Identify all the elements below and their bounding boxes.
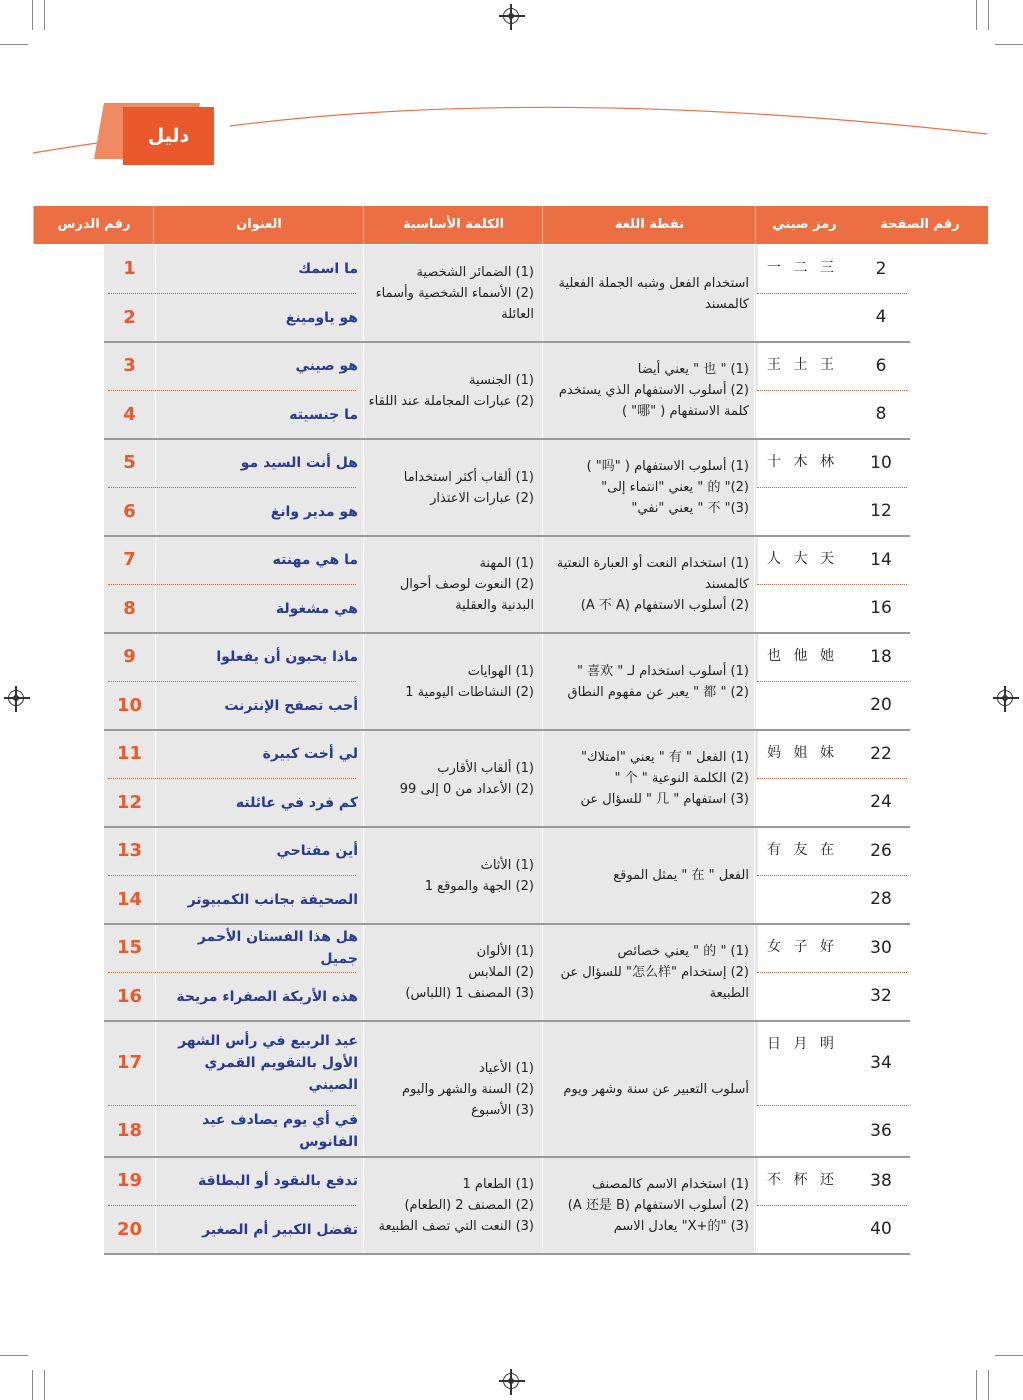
chars-empty-cell (756, 294, 852, 341)
chinese-chars: 也 他 她 (767, 648, 838, 664)
lesson-title (158, 342, 358, 390)
lesson-title-text: عيد الربيع في رأس الشهر الأول بالتقويم القمري الصيني (178, 1033, 358, 1093)
chars-empty-cell (756, 585, 852, 632)
header-keywords: الكلمة الأساسية (363, 206, 543, 244)
keywords-line: (2) الأسماء الشخصية وأسماء العائلة (375, 286, 534, 322)
chinese-chars: 王 土 王 (767, 357, 838, 373)
keywords-line: (2) السنة والشهر واليوم (401, 1081, 534, 1097)
lesson-title-text: ما هي مهنته (272, 552, 358, 568)
lesson-title (158, 390, 358, 439)
lesson-title-text: لي أخت كبيرة (262, 746, 358, 762)
registration-mark-icon (997, 690, 1013, 706)
keywords-line: (1) الطعام 1 (462, 1177, 534, 1192)
page-number: 12 (870, 501, 892, 521)
crop-mark (976, 0, 977, 30)
grammar-cell (546, 245, 749, 342)
lesson-title (158, 487, 358, 536)
grammar-cell (546, 1157, 749, 1254)
lesson-number: 17 (116, 1052, 143, 1073)
grammar-cell (546, 1021, 749, 1157)
lesson-title-text: ما اسمك (298, 261, 358, 277)
grammar-cell (546, 730, 749, 827)
keywords-cell (366, 342, 534, 439)
lesson-number: 3 (123, 355, 136, 376)
keywords-cell (366, 245, 534, 342)
grammar-cell (546, 924, 749, 1021)
keywords-line: (1) الجنسية (469, 372, 534, 388)
page-number: 10 (870, 453, 892, 473)
crop-mark (0, 1355, 28, 1356)
lesson-title (158, 293, 358, 342)
page-number: 18 (870, 647, 892, 667)
lesson-title (158, 827, 358, 875)
lesson-title (158, 536, 358, 584)
keywords-line: (1) الهوايات (467, 663, 534, 679)
keywords-line: (2) النشاطات اليومية 1 (405, 684, 534, 700)
chinese-chars: 人 大 天 (767, 551, 838, 567)
lesson-number: 8 (123, 598, 136, 619)
column-divider (363, 245, 364, 1255)
chars-empty-cell (756, 973, 852, 1020)
grammar-line: (3) استفهام " 几 " للسؤال عن (580, 792, 749, 807)
page-number: 4 (875, 307, 887, 327)
keywords-line: (2) عبارات الاعتذار (430, 490, 534, 506)
chars-empty-cell (756, 1106, 852, 1156)
page-number: 34 (870, 1053, 892, 1073)
grammar-line: (1) " 的 " يعني خصائص (617, 944, 749, 959)
chars-empty-cell (756, 488, 852, 535)
crop-mark (995, 1355, 1023, 1356)
keywords-cell (366, 1021, 534, 1157)
registration-mark-icon (503, 8, 519, 24)
chinese-chars: 有 友 在 (767, 842, 838, 858)
lesson-number: 5 (123, 452, 136, 473)
chars-empty-cell (756, 391, 852, 438)
grammar-cell (546, 439, 749, 536)
crop-mark (988, 1370, 989, 1400)
lesson-title (158, 730, 358, 778)
registration-mark-icon (8, 690, 24, 706)
chars-empty-cell (756, 1206, 852, 1253)
grammar-line: (2)" 的 " يعني "انتماء إلى" (601, 480, 749, 495)
header-page: رقم الصفحة (880, 217, 960, 232)
lesson-title-text: هل هذا الفستان الأحمر جميل (197, 929, 358, 967)
grammar-line: استخدام الفعل وشبه الجملة الفعلية كالمسند (558, 275, 749, 312)
lesson-title-text: هل أنت السيد مو (240, 455, 358, 471)
chinese-chars: 妈 姐 妹 (767, 745, 838, 761)
keywords-cell (366, 439, 534, 536)
lesson-title (158, 633, 358, 681)
lesson-title (158, 1205, 358, 1254)
page-number: 20 (870, 695, 892, 715)
lesson-title (158, 1021, 358, 1105)
grammar-line: (2) أسلوب الاستفهام (A 不 A) (580, 598, 749, 613)
header-lesson-no: رقم الدرس (33, 206, 154, 244)
keywords-line: (2) الأعداد من 0 إلى 99 (399, 781, 534, 797)
lesson-number: 18 (116, 1120, 143, 1141)
grammar-line: (1) أسلوب الاستفهام ( "吗" ) (586, 459, 749, 474)
crop-mark (995, 44, 1023, 45)
lesson-number: 12 (116, 792, 143, 813)
registration-mark-icon (503, 1373, 519, 1389)
keywords-cell (366, 633, 534, 730)
grammar-line: (1) استخدام الاسم كالمصنف (592, 1177, 749, 1192)
column-divider (754, 245, 755, 1255)
header-chars: رمز صيني (755, 206, 853, 244)
chinese-chars: 女 子 好 (767, 939, 838, 955)
lesson-title-text: هو صيني (295, 358, 358, 374)
keywords-line: (2) النعوت لوصف أحوال البدنية والعقلية (399, 577, 534, 613)
lesson-number: 1 (123, 258, 136, 279)
lesson-title (158, 245, 358, 293)
lesson-number: 4 (123, 404, 136, 425)
keywords-cell (366, 924, 534, 1021)
lesson-title (158, 1157, 358, 1205)
page-number: 14 (870, 550, 892, 570)
page-number: 28 (870, 889, 892, 909)
lesson-title-text: تفضل الكبير أم الصغير (202, 1221, 358, 1238)
keywords-cell (366, 730, 534, 827)
grammar-cell (546, 342, 749, 439)
lesson-title (158, 1105, 358, 1157)
lesson-number: 14 (116, 889, 143, 910)
column-divider (155, 245, 156, 1255)
grammar-cell (546, 536, 749, 633)
page-number: 30 (870, 938, 892, 958)
table-header (33, 206, 988, 244)
grammar-cell (546, 633, 749, 730)
keywords-line: (1) المهنة (479, 556, 534, 571)
lesson-title-text: هو مدير وانغ (270, 503, 358, 520)
lesson-number: 16 (116, 986, 143, 1007)
keywords-line: (2) المصنف 2 (الطعام) (404, 1198, 534, 1213)
lesson-number: 7 (123, 549, 136, 570)
lesson-number: 10 (116, 695, 143, 716)
grammar-line: (2) أسلوب الاستفهام (A 还是 B) (567, 1198, 749, 1213)
keywords-line: (1) ألقاب الأقارب (437, 760, 534, 776)
lesson-number: 11 (116, 743, 143, 764)
page-number: 40 (870, 1219, 892, 1239)
lesson-title-text: في أي يوم يصادف عيد الفانوس (202, 1112, 358, 1150)
chinese-chars: 一 二 三 (767, 260, 838, 276)
grammar-line: أسلوب التعبير عن سنة وشهر ويوم (563, 1081, 749, 1097)
chars-empty-cell (756, 682, 852, 729)
crop-mark (44, 1370, 45, 1400)
lesson-title-text: أحب تصفح الإنترنت (224, 697, 358, 714)
crop-mark (988, 0, 989, 30)
chars-empty-cell (756, 876, 852, 923)
crop-mark (44, 0, 45, 30)
lesson-title-text: الصحيفة بجانب الكمبيوتر (187, 891, 358, 908)
grammar-line: (2) إستخدام "怎么样" للسؤال عن الطبيعة (560, 965, 749, 1001)
keywords-line: (1) الألوان (476, 944, 534, 959)
lesson-title (158, 439, 358, 487)
lesson-number: 2 (123, 307, 136, 328)
chars-empty-cell (756, 779, 852, 826)
keywords-line: (2) الملابس (468, 965, 534, 980)
keywords-line: (3) النعت التي تصف الطبيعة (378, 1219, 534, 1234)
page-title: دليل (123, 107, 214, 165)
lesson-number: 20 (116, 1219, 143, 1240)
chinese-chars: 不 杯 还 (767, 1172, 838, 1188)
page-number: 22 (870, 744, 892, 764)
keywords-line: (3) المصنف 1 (اللباس) (405, 986, 534, 1001)
chinese-chars: 日 月 明 (767, 1036, 838, 1052)
lesson-title (158, 584, 358, 633)
grammar-line: (1) الفعل " 有 " يعني "امتلاك" (580, 750, 749, 765)
lesson-title-text: هو ياومينغ (285, 309, 358, 326)
lesson-number: 9 (123, 646, 136, 667)
grammar-line: (1) استخدام النعت أو العبارة النعتية كالمسند (556, 556, 749, 592)
page-number: 6 (875, 356, 887, 376)
grammar-line: (1) " 也 " يعني أيضا (637, 362, 749, 377)
page-number: 32 (870, 986, 892, 1006)
header-grammar: نقطة اللغة (542, 206, 756, 244)
lesson-title (158, 972, 358, 1021)
lesson-number: 13 (116, 840, 143, 861)
grammar-line: (2) أسلوب الاستفهام الذي يستخدم كلمة الاستفهام ( "哪" ) (558, 383, 749, 419)
keywords-line: (1) الأعياد (478, 1060, 534, 1076)
lesson-number: 15 (116, 937, 143, 958)
lesson-title-text: هذه الأريكة الصفراء مريحة (176, 988, 358, 1005)
lesson-title-text: أين مفتاحي (276, 843, 358, 859)
keywords-line: (2) الجهة والموقع 1 (424, 878, 534, 894)
page-number: 16 (870, 598, 892, 618)
grammar-line: (3)" 不 " يعني "نفي" (631, 501, 749, 516)
grammar-line: (2) " 都 " يعبر عن مفهوم النطاق (567, 684, 749, 700)
page-number: 2 (875, 259, 887, 279)
page-number: 36 (870, 1121, 892, 1141)
keywords-cell (366, 536, 534, 633)
page-number: 8 (875, 404, 887, 424)
lesson-title-text: تدفع بالنقود أو البطاقة (197, 1173, 358, 1189)
crop-mark (32, 1370, 33, 1400)
crop-mark (976, 1370, 977, 1400)
column-divider (542, 245, 543, 1255)
keywords-line: (1) الضمائر الشخصية (416, 265, 534, 280)
lesson-title (158, 875, 358, 924)
keywords-line: (2) عبارات المجاملة عند اللقاء (368, 393, 534, 409)
crop-mark (0, 44, 28, 45)
lesson-number: 6 (123, 501, 136, 522)
lesson-title (158, 778, 358, 827)
lesson-title-text: ماذا يحبون أن يفعلوا (216, 649, 358, 665)
chinese-chars: 十 木 林 (767, 454, 838, 470)
page-number: 26 (870, 841, 892, 861)
page-number: 38 (870, 1171, 892, 1191)
page-number: 24 (870, 792, 892, 812)
keywords-cell (366, 827, 534, 924)
header-title: العنوان (153, 206, 364, 244)
grammar-line: (1) أسلوب استخدام لـ " 喜欢 " (576, 663, 749, 679)
lesson-title (158, 681, 358, 730)
crop-mark (32, 0, 33, 30)
grammar-line: (3) "X+的" يعادل الاسم (613, 1219, 749, 1234)
lesson-title-text: ما جنسيته (289, 406, 358, 423)
grammar-line: (2) الكلمة النوعية " 个 " (614, 771, 749, 786)
keywords-cell (366, 1157, 534, 1254)
lesson-number: 19 (116, 1170, 143, 1191)
keywords-line: (3) الأسبوع (471, 1102, 534, 1118)
keywords-line: (1) الأثاث (480, 857, 534, 873)
lesson-title-text: هي مشغولة (275, 600, 358, 617)
lesson-title-text: كم فرد في عائلته (235, 794, 358, 811)
keywords-line: (1) ألقاب أكثر استخداما (403, 469, 534, 485)
grammar-cell (546, 827, 749, 924)
grammar-line: الفعل " 在 " يمثل الموقع (613, 868, 749, 883)
lesson-title (158, 924, 358, 972)
